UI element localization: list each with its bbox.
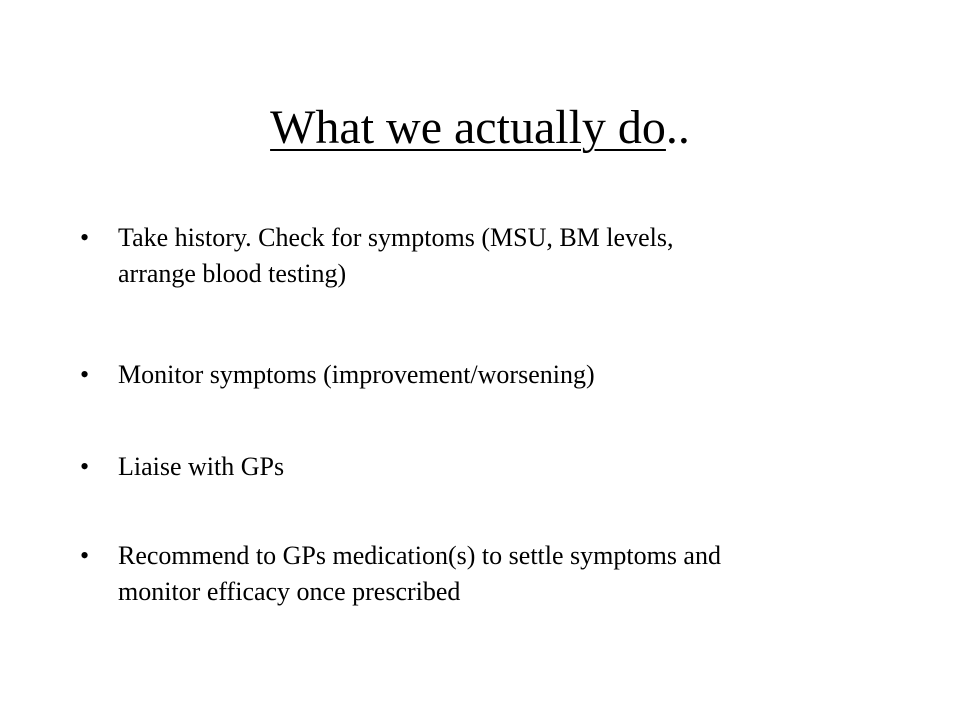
bullet-text-line: Liaise with GPs — [118, 452, 285, 481]
bullet-text-line: Take history. Check for symptoms (MSU, BM levels, — [118, 223, 674, 252]
bullet-item-liaise — [78, 449, 938, 485]
bullet-text-line: Monitor symptoms (improvement/worsening) — [118, 360, 595, 389]
bullet-item-history — [78, 220, 938, 292]
bullet-text-line: monitor efficacy once prescribed — [118, 577, 461, 606]
bullet-text-line: arrange blood testing) — [118, 259, 347, 288]
bullet-dot-icon: • — [80, 223, 90, 252]
slide-title — [0, 98, 960, 158]
slide-title-suffix: .. — [665, 101, 690, 154]
bullet-text-line: Recommend to GPs medication(s) to settle symptoms and — [118, 541, 721, 570]
bullet-dot-icon: • — [80, 541, 90, 570]
bullet-dot-icon: • — [80, 452, 90, 481]
bullet-item-recommend — [78, 538, 938, 610]
bullet-item-monitor — [78, 357, 938, 393]
bullet-dot-icon: • — [80, 360, 90, 389]
slide-title-underlined: What we actually do — [270, 101, 666, 154]
